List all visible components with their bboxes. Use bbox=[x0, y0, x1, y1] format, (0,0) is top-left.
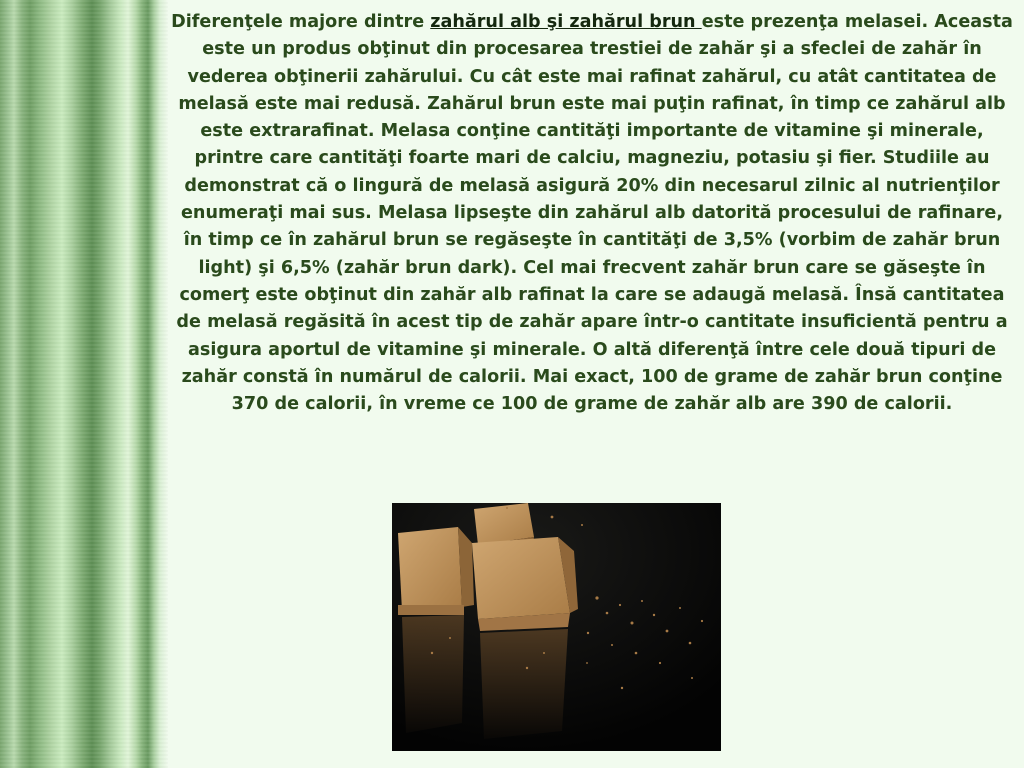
paragraph-body: este prezenţa melasei. Aceasta este un produs obţinut din procesarea trestiei de zahăr şi a sfeclei de zahăr în vederea obţinerii zahărului. Cu cât este mai rafinat zahărul, cu atât cantitatea de melasă este mai redusă. Zahărul brun este mai puţin rafinat, în timp ce zahărul alb este extrarafinat. Melasa conţine cantităţi importante de vitamine şi minerale, printre care cantităţi foarte mari de calciu, magneziu, potasiu şi fier. Studiile au demonstrat că o lingură de melasă asigură 20% din necesarul zilnic al nutrienţilor enumeraţi mai sus. Melasa lipseşte din zahărul alb datorită procesului de rafinare, în timp ce în zahărul brun se regăseşte în cantităţi de 3,5% (vorbim de zahăr brun light) şi 6,5% (zahăr brun dark). Cel mai frecvent zahăr brun care se găseşte în comerţ este obţinut din zahăr alb rafinat la care se adaugă melasă. Însă cantitatea de melasă regăsită în acest tip de zahăr apare într-o cantitate insuficientă pentru a asigura aportul de vitamine şi minerale. O altă diferenţă între cele două tipuri de zahăr constă în numărul de calorii. Mai exact, 100 de grame de zahăr brun conţine 370 de calorii, în vreme ce 100 de grame de zahăr alb are 390 de calorii. bbox=[176, 12, 1013, 415]
sugar-link[interactable]: zahărul alb şi zahărul brun bbox=[430, 12, 702, 32]
sugar-cube-left bbox=[398, 527, 474, 615]
main-paragraph bbox=[170, 9, 1014, 418]
reflection-front bbox=[480, 629, 568, 739]
decorative-side-band bbox=[0, 0, 168, 768]
reflection-left bbox=[402, 615, 464, 733]
paragraph-intro: Diferenţele majore dintre bbox=[171, 12, 431, 32]
brown-sugar-cubes-photo bbox=[392, 503, 721, 751]
sugar-cube-front bbox=[472, 537, 578, 631]
